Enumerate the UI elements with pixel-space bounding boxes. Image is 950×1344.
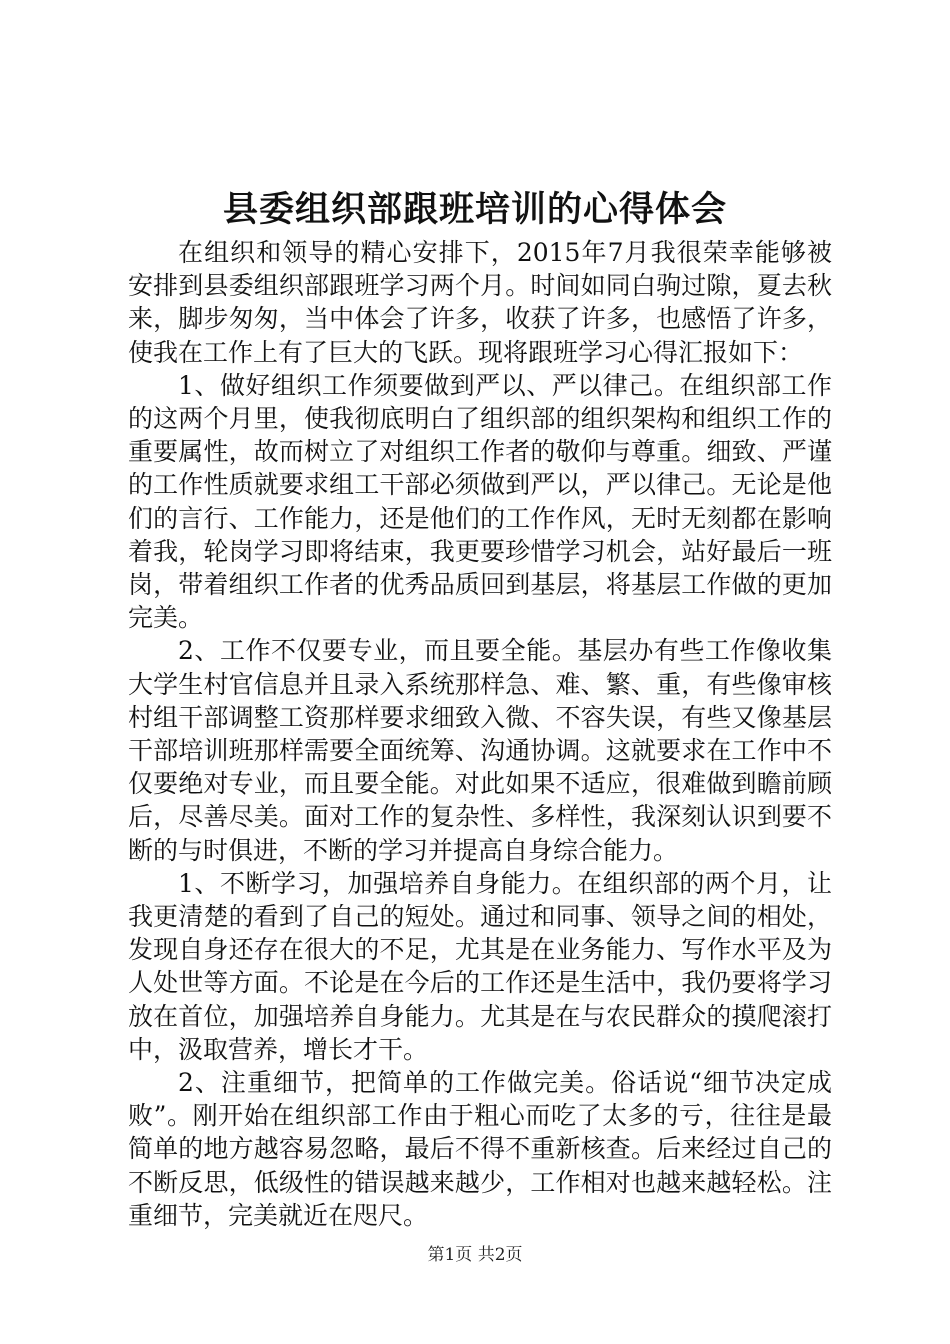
paragraph-intro: 在组织和领导的精心安排下，2015年7月我很荣幸能够被安排到县委组织部跟班学习两个月。时间如同白驹过隙，夏去秋来，脚步匆匆，当中体会了许多，收获了许多，也感悟了许多，使我在工作上有了巨大的飞跃。现将跟班学习心得汇报如下： bbox=[128, 238, 832, 367]
paragraph-point-2: 2、工作不仅要专业，而且要全能。基层办有些工作像收集大学生村官信息并且录入系统那样急、难、繁、重，有些像审核村组干部调整工资那样要求细致入微、不容失误，有些又像基层干部培训班那样需要全面统筹、沟通协调。这就要求在工作中不仅要绝对专业，而且要全能。对此如果不适应，很难做到瞻前顾后，尽善尽美。面对工作的复杂性、多样性，我深刻认识到要不断的与时俱进，不断的学习并提高自身综合能力。 bbox=[128, 636, 832, 865]
paragraph-subpoint-1: 1、不断学习，加强培养自身能力。在组织部的两个月，让我更清楚的看到了自己的短处。通过和同事、领导之间的相处，发现自身还存在很大的不足，尤其是在业务能力、写作水平及为人处世等方面。不论是在今后的工作还是生活中，我仍要将学习放在首位，加强培养自身能力。尤其是在与农民群众的摸爬滚打中，汲取营养，增长才干。 bbox=[128, 868, 832, 1064]
paragraph-point-1: 1、做好组织工作须要做到严以、严以律己。在组织部工作的这两个月里，使我彻底明白了组织部的组织架构和组织工作的重要属性，故而树立了对组织工作者的敬仰与尊重。细致、严谨的工作性质就要求组工干部必须做到严以，严以律己。无论是他们的言行、工作能力，还是他们的工作作风，无时无刻都在影响着我，轮岗学习即将结束，我更要珍惜学习机会，站好最后一班岗，带着组织工作者的优秀品质回到基层，将基层工作做的更加完美。 bbox=[128, 370, 832, 633]
page-indicator: 第1页 共2页 bbox=[427, 1245, 523, 1265]
paragraph-subpoint-2: 2、注重细节，把简单的工作做完美。俗话说“细节决定成败”。刚开始在组织部工作由于粗心而吃了太多的亏，往往是最简单的地方越容易忽略，最后不得不重新核查。后来经过自己的不断反思，低级性的错误越来越少，工作相对也越来越轻松。注重细节，完美就近在咫尺。 bbox=[128, 1068, 832, 1230]
document-title: 县委组织部跟班培训的心得体会 bbox=[222, 189, 727, 230]
document-body bbox=[128, 236, 832, 1232]
